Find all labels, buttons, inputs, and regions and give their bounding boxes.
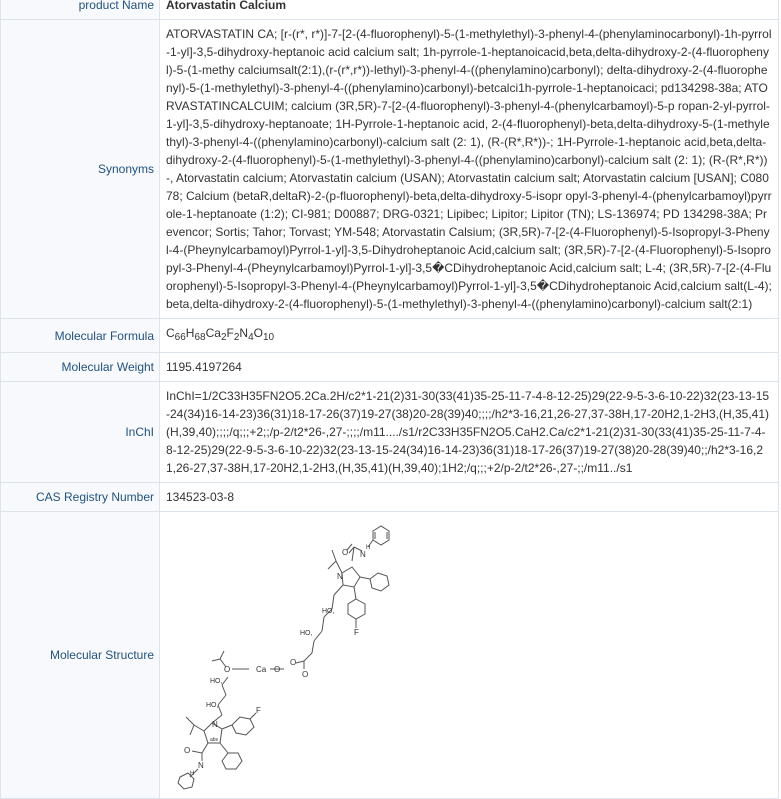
row-molecular-formula: [1, 319, 779, 353]
atom-label: N: [360, 550, 366, 559]
formula-count-n: 4: [248, 332, 254, 343]
row-inchi: [1, 382, 779, 483]
cas-label: CAS Registry Number: [1, 483, 160, 512]
atom-label: F: [256, 706, 261, 715]
formula-count-ca: 2: [220, 332, 227, 343]
row-product-name: [1, 0, 779, 20]
atom-label: H: [190, 771, 195, 777]
formula-count-h: 68: [194, 332, 206, 343]
formula-element-c: C: [166, 326, 175, 340]
atom-label: O: [224, 665, 231, 674]
molecular-formula-value: [160, 319, 779, 353]
atom-label: N: [198, 761, 204, 770]
atom-label: O: [290, 658, 297, 667]
atom-label: HO,: [300, 630, 313, 637]
product-name-label: product Name: [1, 0, 160, 20]
synonyms-value: ATORVASTATIN CA; [r-(r*, r*)]-7-[2-(4-fluorophenyl)-5-(1-methylethyl)-3-phenyl-4-(phenylaminocarbonyl)-1h-pyrrol-1-yl]-3,5-dihydroxy-heptanoic acid calcium salt; 1h-pyrrole-1-heptanoicacid,beta,delta-dihydroxy-2-(4-fluorophenyl)-5-(1-methy calciumsalt(2:1),(r-(r*,r*))-lethyl)-3-phenyl-4-((phenylamino)carbonyl); delta-dihydroxy-2-(4-fluorophenyl)-5-(1-methylethyl)-3-phenyl-4-((phenylamino)carbonyl)-betcalci1h-pyrrole-1-heptanoicaci; pd134298-38a; ATORVASTATINCALCUIM; calcium (3R,5R)-7-[2-(4-fluorophenyl)-3-phenyl-4-(phenylcarbamoyl)-5-p ropan-2-yl-pyrrol-1-yl]-3,5-dihydroxy-heptanoate; 1H-Pyrrole-1-heptanoic acid, 2-(4-fluorophenyl)-beta,delta-dihydroxy-5-(1-methylethyl)-3-phenyl-4-((phenylamino)carbonyl)-calcium salt (2: 1), (R-(R*,R*))-; 1H-Pyrrole-1-heptanoic acid,beta,delta-dihydroxy-2-(4-fluorophenyl)-5-(1-methylethyl)-3-phenyl-4-((phenylamino)carbonyl)-calcium salt (2: 1); (R-(R*,R*))-, Atorvastatin calcium; Atorvastatin calcium (USAN); Atorvastatin calcium salt; Atorvastatin calcium [USAN]; C08078; Calcium (betaR,deltaR)-2-(p-fluorophenyl)-beta,delta-dihydroxy-5-isopr opyl-3-phenyl-4-(phenylcarbamoyl)pyrrole-1-heptanoate (1:2); CI-981; D00887; DRG-0321; Lipibec; Lipitor; Lipitor (TN); LS-136974; PD 134298-38A; Prevencor; Sortis; Tahor; Torvast; YM-548; Atorvastatin Calsium; (3R,5R)-7-[2-(4-Fluorophenyl)-5-Isopropyl-3-Phenyl-4-(Pheynylcarbamoyl)Pyrrol-1-yl]-3,5-Dihydroheptanoic Acid,calcium salt; (3R,5R)-7-[2-(4-Fluorophenyl)-5-Isopropyl-3-Phenyl-4-(Pheynylcarbamoyl)Pyrrol-1-yl]-3,5�CDihydroheptanoic Acid,calcium salt; L-4; (3R,5R)-7-[2-(4-Fluorophenyl)-5-Isopropyl-3-Phenyl-4-(Pheynylcarbamoyl)Pyrrol-1-yl]-3,5�CDihydroheptanoic Acid,calcium salt(L-4); beta,delta-dihydroxy-2-(4-fluorophenyl)-5-(1-methylethyl)-3-phenyl-4-((phenylamino)carbonyl)-calcium salt(2:1): [160, 20, 779, 319]
molecular-structure-image: [166, 517, 406, 793]
atom-label: N: [212, 720, 218, 729]
row-synonyms: [1, 20, 779, 319]
formula-count-f: 2: [233, 332, 240, 343]
molecular-structure-cell: [160, 512, 779, 799]
formula-element-h: H: [185, 326, 195, 340]
formula-element-n: N: [239, 326, 249, 340]
product-name-value: Atorvastatin Calcium: [160, 0, 779, 20]
inchi-label: InChI: [1, 382, 160, 483]
molecular-weight-label: Molecular Weight: [1, 353, 160, 382]
atom-label: H: [366, 545, 371, 551]
synonyms-label: Synonyms: [1, 20, 160, 319]
atom-label: HO,: [322, 608, 335, 615]
formula-element-f: F: [226, 326, 234, 340]
atom-label: HO,: [206, 702, 219, 709]
molecular-weight-value: 1195.4197264: [160, 353, 779, 382]
formula-element-ca: Ca: [205, 326, 221, 340]
atom-label: O: [302, 670, 309, 679]
cas-value: 134523-03-8: [160, 483, 779, 512]
atom-label: F: [354, 628, 359, 637]
inchi-value: InChI=1/2C33H35FN2O5.2Ca.2H/c2*1-21(2)31-30(33(41)35-25-11-7-4-8-12-25)29(22-9-5-3-6-10-22)32(23-13-15-24(34)16-14-23)36(31)18-17-26(37)19-27(38)20-28(39)40;;;;/h2*3-16,21,26-27,37-38H,17-20H2,1-2H3,(H,35,41)(H,39,40);;;;/q;;;+2;;/p-2/t2*26-,27-;;;;/m11..../s1/r2C33H35FN2O5.CaH2.Ca/c2*1-21(2)31-30(33(41)35-25-11-7-4-8-12-25)29(22-9-5-3-6-10-22)32(23-13-15-24(34)16-14-23)36(31)18-17-26(37)19-27(38)20-28(39)40;;/h2*3-16,21,26-27,37-38H,17-20H2,1-2H3,(H,35,41)(H,39,40);1H2;/q;;;+2/p-2/t2*26-,27-;;/m11../s1: [160, 382, 779, 483]
formula-count-c: 66: [174, 332, 186, 343]
formula-count-o: 10: [262, 332, 275, 343]
atom-label: HO,: [210, 678, 223, 685]
atom-label: N: [337, 572, 343, 581]
atom-label: O: [342, 548, 349, 557]
row-molecular-structure: [1, 512, 779, 799]
row-molecular-weight: [1, 353, 779, 382]
atom-label: abs: [210, 737, 219, 743]
atom-label: O: [274, 665, 281, 674]
molecular-structure-label: Molecular Structure: [1, 512, 160, 799]
molecular-formula-label: Molecular Formula: [1, 319, 160, 353]
formula-element-o: O: [253, 326, 263, 340]
atom-label: Ca: [256, 665, 267, 674]
row-cas: [1, 483, 779, 512]
atom-label: O: [184, 746, 191, 755]
